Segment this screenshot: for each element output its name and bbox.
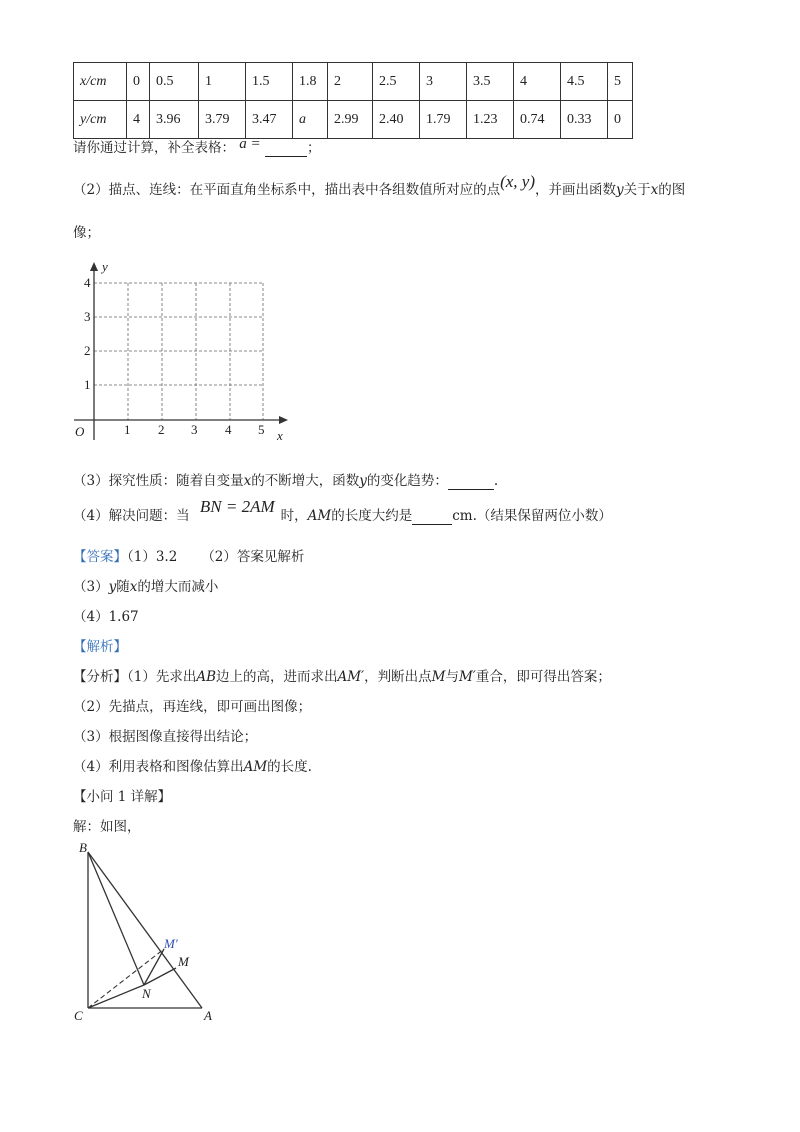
analysis-text: ，判断出点: [364, 669, 432, 685]
analysis-text: 边上的高，进而求出: [216, 669, 338, 685]
question-2-line-2: 像；: [73, 225, 100, 241]
table-cell: a: [293, 101, 328, 139]
grid-lines: [94, 283, 263, 420]
answer-line-3: [73, 575, 218, 595]
dashed-segment-CM-prime: [88, 949, 164, 1008]
question-text: 的不断增大，函数: [251, 473, 360, 489]
origin-label: O: [75, 424, 85, 439]
y-tick-label: 1: [84, 377, 91, 392]
point-label-N: N: [142, 986, 151, 1001]
variable-x: x: [650, 182, 659, 198]
table-cell: 1: [199, 63, 246, 101]
variable-x: x: [129, 579, 138, 595]
answer-blank: [412, 508, 452, 525]
table-cell: y/cm: [74, 101, 127, 139]
table-row-x: [74, 63, 633, 101]
table-cell: 0.74: [514, 101, 561, 139]
question-4-line: [73, 497, 612, 525]
subquestion-heading: 【小问 1 详解】: [73, 789, 172, 805]
table-cell: 0: [127, 63, 150, 101]
answer-blank: [448, 473, 494, 490]
question-1-line: [73, 136, 320, 157]
x-tick-label: 4: [225, 422, 232, 437]
question-2-line: [73, 172, 686, 199]
x-axis-arrow: [279, 416, 288, 424]
y-tick-label: 2: [84, 343, 91, 358]
variable-y: y: [616, 182, 624, 198]
math-expression: a =: [239, 136, 261, 152]
answer-tag: 【答案】: [73, 549, 127, 565]
segment-label: AM: [307, 508, 332, 524]
punctuation: ；: [306, 140, 321, 156]
y-tick-label: 4: [84, 275, 91, 290]
table-cell: 1.5: [246, 63, 293, 101]
analysis-line-2: （2）先描点，再连线，即可画出图像；: [73, 699, 312, 715]
question-text: 请你通过计算，补全表格：: [73, 140, 235, 156]
table-cell: 2: [328, 63, 373, 101]
analysis-line-4: [73, 755, 312, 775]
data-table: [73, 62, 633, 139]
table-cell: 1.23: [467, 101, 514, 139]
question-3-line: [73, 469, 498, 490]
segment-label: AB: [196, 669, 217, 685]
punctuation: .: [493, 473, 499, 489]
question-text: 的长度大约是: [331, 508, 413, 524]
table-row-y: [74, 101, 633, 139]
question-text: （4）解决问题：当: [73, 508, 190, 524]
segment-label: AM′: [337, 669, 365, 685]
analysis-subtag: 【分析】: [73, 669, 127, 685]
question-text: 时，: [280, 508, 308, 524]
analysis-line-1: [73, 665, 611, 685]
table-cell: 5: [608, 63, 633, 101]
table-cell: 2.40: [373, 101, 420, 139]
analysis-tag: 【解析】: [73, 639, 127, 655]
table-cell: 4: [127, 101, 150, 139]
answer-line-4: （4）1.67: [73, 609, 139, 625]
coordinate-grid: [70, 255, 295, 445]
question-text: （3）探究性质：随着自变量: [73, 473, 244, 489]
x-tick-label: 1: [124, 422, 131, 437]
table-cell: 3.47: [246, 101, 293, 139]
table-cell: 0.5: [150, 63, 199, 101]
answer-text: （2）答案见解析: [201, 549, 305, 565]
x-tick-label: 5: [258, 422, 265, 437]
triangle-figure: [68, 838, 228, 1028]
table-cell: 3.5: [467, 63, 514, 101]
analysis-text: 重合，即可得出答案；: [475, 669, 611, 685]
point-label: M: [431, 669, 446, 685]
question-text: cm.（结果保留两位小数）: [452, 508, 612, 524]
table-cell: 0.33: [561, 101, 608, 139]
table-cell: 0: [608, 101, 633, 139]
x-tick-label: 3: [191, 422, 198, 437]
answer-text: 随: [116, 579, 130, 595]
x-axis-label: x: [277, 428, 283, 443]
question-text: （2）描点、连线：在平面直角坐标系中，描出表中各组数值所对应的点: [73, 182, 501, 198]
table-cell: x/cm: [74, 63, 127, 101]
table-cell: 3.79: [199, 101, 246, 139]
segment-CN: [88, 985, 144, 1008]
answer-line-1: [73, 545, 304, 565]
question-text: 的图: [658, 182, 686, 198]
analysis-text: （1）先求出: [127, 669, 197, 685]
answer-text: 的增大而减小: [137, 579, 219, 595]
variable-y: y: [359, 473, 367, 489]
question-text: ，并画出函数: [535, 182, 617, 198]
table-cell: 2.99: [328, 101, 373, 139]
analysis-text: 与: [445, 669, 459, 685]
analysis-text: （4）利用表格和图像估算出: [73, 759, 244, 775]
segment-label: AM: [243, 759, 268, 775]
point-label-A: A: [204, 1008, 212, 1023]
question-text: 的变化趋势：: [366, 473, 448, 489]
point-label-B: B: [79, 840, 87, 855]
point-label-M: M: [178, 954, 189, 969]
analysis-line-3: （3）根据图像直接得出结论；: [73, 729, 258, 745]
table-cell: 2.5: [373, 63, 420, 101]
question-text: 关于: [623, 182, 651, 198]
table-cell: 1.8: [293, 63, 328, 101]
solution-intro: 解：如图，: [73, 819, 141, 835]
table-cell: 4.5: [561, 63, 608, 101]
point-label-C: C: [74, 1008, 83, 1023]
variable-x: x: [243, 473, 252, 489]
y-axis-label: y: [102, 259, 108, 274]
point-label: M′: [458, 669, 476, 685]
y-tick-label: 3: [84, 309, 91, 324]
math-expression: BN = 2AM: [199, 497, 275, 516]
analysis-text: 的长度.: [267, 759, 312, 775]
table-cell: 4: [514, 63, 561, 101]
segment-BN: [88, 852, 144, 985]
answer-blank: [265, 140, 307, 157]
x-tick-label: 2: [158, 422, 165, 437]
table-cell: 3.96: [150, 101, 199, 139]
math-expression: (x, y): [500, 172, 536, 191]
variable-y: y: [108, 579, 117, 595]
y-axis-arrow: [90, 262, 98, 271]
table-cell: 1.79: [420, 101, 467, 139]
answer-text: （3）: [73, 579, 109, 595]
answer-text: （1）3.2: [127, 549, 178, 565]
table-cell: 3: [420, 63, 467, 101]
point-label-M-prime: M′: [164, 936, 178, 951]
